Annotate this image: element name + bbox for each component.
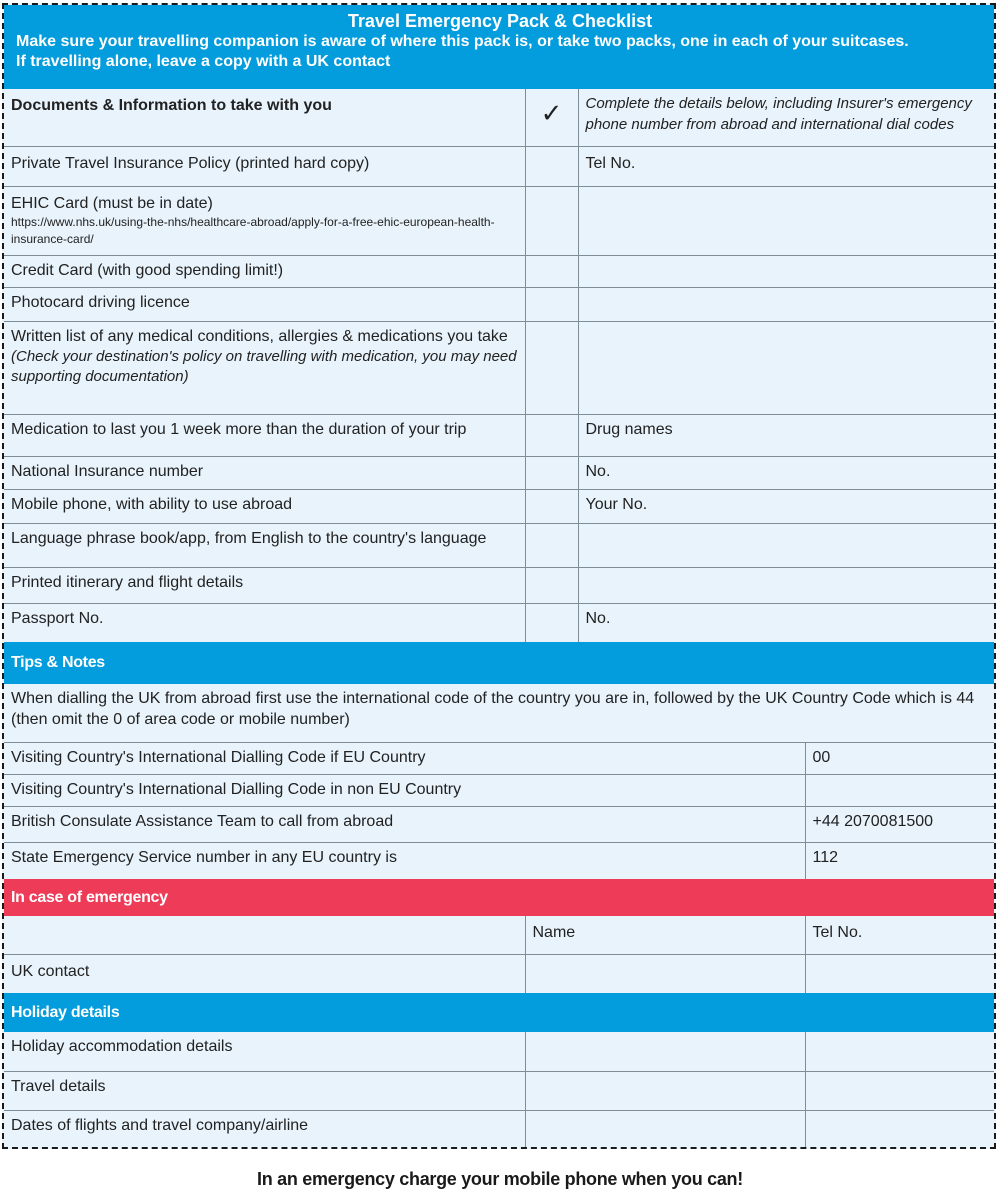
holiday-field-2[interactable] <box>805 1032 994 1071</box>
item-label: Passport No. <box>4 603 525 642</box>
emergency-table <box>4 916 994 993</box>
tips-intro-row <box>4 684 994 742</box>
tip-value[interactable]: 112 <box>812 848 839 866</box>
holiday-field-1[interactable] <box>525 1110 805 1149</box>
table-row <box>4 321 994 414</box>
table-row <box>4 523 994 567</box>
tips-intro: When dialling the UK from abroad first use the international code of the country you are in, followed by the UK Country Code which is 44 (then omit the 0 of area code or mobile number) <box>4 684 994 742</box>
check-cell[interactable] <box>525 186 578 255</box>
check-cell[interactable] <box>525 523 578 567</box>
holiday-label: Travel details <box>4 1071 525 1110</box>
header-line-2: If travelling alone, leave a copy with a UK contact <box>16 53 391 70</box>
check-cell[interactable] <box>525 567 578 603</box>
tip-value[interactable] <box>805 774 994 806</box>
check-cell[interactable] <box>525 456 578 489</box>
holiday-label: Dates of flights and travel company/airline <box>4 1110 525 1149</box>
check-cell[interactable] <box>525 321 578 414</box>
table-row <box>4 255 994 287</box>
page-title: Travel Emergency Pack & Checklist <box>347 11 653 31</box>
item-note: (Check your destination's policy on travelling with medication, you may need supporting documentation) <box>11 347 517 385</box>
col-name: Name <box>525 916 805 954</box>
table-row <box>4 774 994 806</box>
item-label-cell <box>4 321 525 414</box>
table-row <box>4 954 994 993</box>
tip-value[interactable]: 00 <box>805 742 994 774</box>
tip-label: Visiting Country's International Dialling Code in non EU Country <box>4 774 805 806</box>
item-label: Printed itinerary and flight details <box>4 567 525 603</box>
documents-table <box>4 89 994 642</box>
emergency-header-row <box>4 916 994 954</box>
table-row <box>4 287 994 321</box>
item-label: Medication to last you 1 week more than the duration of your trip <box>4 414 525 456</box>
check-cell[interactable] <box>525 255 578 287</box>
detail-cell[interactable]: No. <box>585 609 611 627</box>
contact-label: UK contact <box>4 954 525 993</box>
detail-cell[interactable]: Tel No. <box>578 146 994 186</box>
detail-cell[interactable]: Drug names <box>578 414 994 456</box>
detail-cell[interactable] <box>578 567 994 603</box>
tips-section-heading: Tips & Notes <box>4 642 994 684</box>
item-label: National Insurance number <box>4 456 525 489</box>
documents-instruction: Complete the details below, including Insurer's emergency phone number from abroad and international dial codes <box>578 89 994 146</box>
table-row <box>4 1032 994 1071</box>
ehic-link[interactable]: https://www.nhs.uk/using-the-nhs/healthcare-abroad/apply-for-a-free-ehic-european-health-insurance-card/ <box>11 214 495 246</box>
item-label: Mobile phone, with ability to use abroad <box>4 489 525 523</box>
item-label: Written list of any medical conditions, allergies & medications you take <box>11 327 508 345</box>
detail-cell[interactable] <box>578 287 994 321</box>
item-label-cell <box>4 186 525 255</box>
detail-cell[interactable]: Your No. <box>578 489 994 523</box>
check-cell[interactable] <box>525 603 578 642</box>
holiday-field-2[interactable] <box>805 1071 994 1110</box>
item-label: EHIC Card (must be in date) <box>11 194 213 212</box>
check-cell[interactable] <box>525 287 578 321</box>
checkmark-icon: ✓ <box>525 89 578 146</box>
table-row <box>4 456 994 489</box>
tips-table <box>4 684 994 879</box>
tip-label: British Consulate Assistance Team to call from abroad <box>4 806 805 842</box>
blank-cell <box>4 916 525 954</box>
col-tel: Tel No. <box>805 916 994 954</box>
documents-header-row <box>4 89 994 146</box>
documents-heading: Documents & Information to take with you <box>4 89 525 146</box>
contact-tel-field[interactable] <box>805 954 994 993</box>
emergency-section-heading: In case of emergency <box>4 879 994 916</box>
detail-cell[interactable] <box>578 186 994 255</box>
detail-cell[interactable] <box>578 321 994 414</box>
tip-value[interactable]: +44 2070081500 <box>805 806 994 842</box>
table-row <box>4 1110 994 1149</box>
table-row <box>4 806 994 842</box>
footer-reminder: In an emergency charge your mobile phone when you can! <box>257 1169 743 1189</box>
table-row <box>4 186 994 255</box>
emergency-pack-sheet <box>2 3 996 1149</box>
header-line-1: Make sure your travelling companion is aware of where this pack is, or take two packs, one in each of your suitcases. <box>16 33 909 50</box>
contact-name-field[interactable] <box>525 954 805 993</box>
table-row <box>4 489 994 523</box>
table-row <box>4 742 994 774</box>
holiday-field-2[interactable] <box>805 1110 994 1149</box>
check-cell[interactable] <box>525 146 578 186</box>
holiday-label: Holiday accommodation details <box>4 1032 525 1071</box>
table-row <box>4 1071 994 1110</box>
holiday-field-1[interactable] <box>525 1032 805 1071</box>
item-label: Language phrase book/app, from English to the country's language <box>4 523 525 567</box>
table-row <box>4 146 994 186</box>
header-banner <box>4 5 994 89</box>
table-row <box>4 603 994 642</box>
table-row <box>4 414 994 456</box>
check-cell[interactable] <box>525 489 578 523</box>
tip-label: State Emergency Service number in any EU country is <box>4 842 805 879</box>
holiday-field-1[interactable] <box>525 1071 805 1110</box>
item-label: Private Travel Insurance Policy (printed hard copy) <box>4 146 525 186</box>
holiday-section-heading: Holiday details <box>4 993 994 1032</box>
item-label: Credit Card (with good spending limit!) <box>4 255 525 287</box>
tip-label: Visiting Country's International Dialling Code if EU Country <box>4 742 805 774</box>
detail-cell[interactable] <box>578 255 994 287</box>
check-cell[interactable] <box>525 414 578 456</box>
detail-cell[interactable]: No. <box>578 456 994 489</box>
detail-cell[interactable] <box>578 523 994 567</box>
table-row <box>4 842 994 879</box>
item-label: Photocard driving licence <box>4 287 525 321</box>
table-row <box>4 567 994 603</box>
holiday-table <box>4 1032 994 1149</box>
